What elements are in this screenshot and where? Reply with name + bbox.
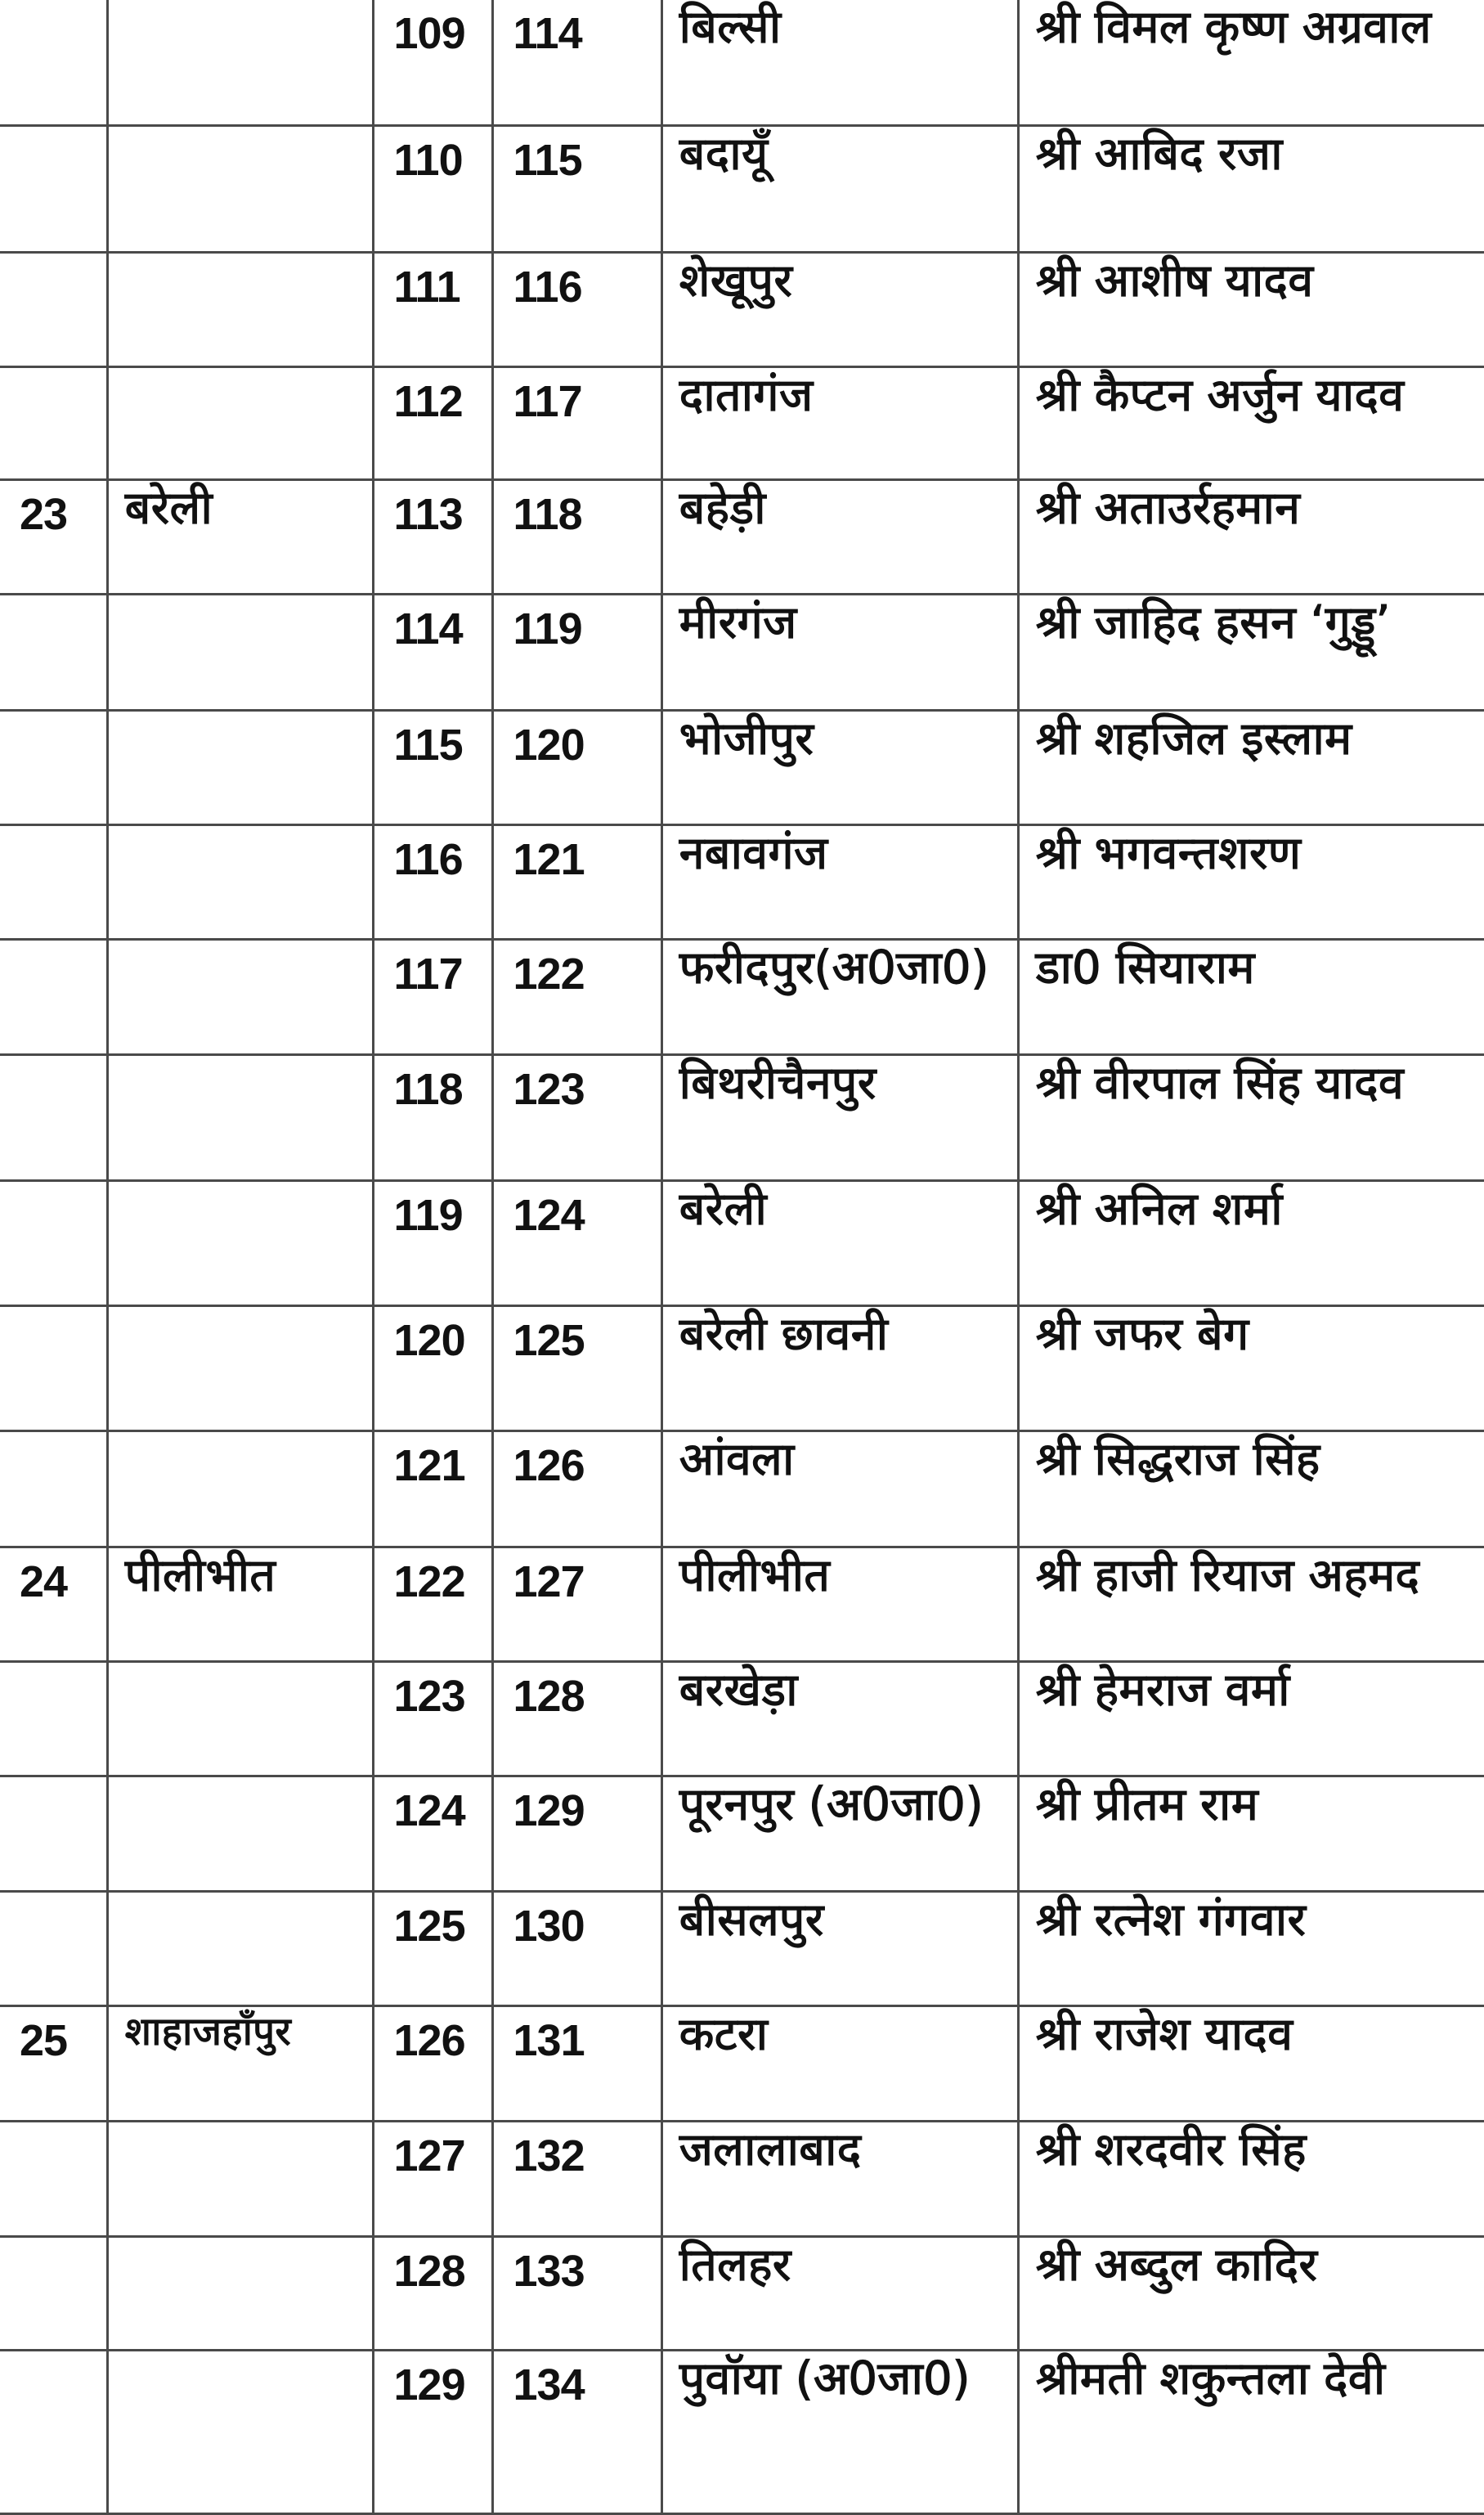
serial-number-cell: 112 xyxy=(373,366,492,479)
district-number-cell xyxy=(0,366,107,479)
serial-number-cell: 114 xyxy=(373,594,492,710)
table-row xyxy=(0,824,1484,939)
district-name-cell xyxy=(107,939,373,1054)
constituency-name-cell: आंवला xyxy=(661,1430,1018,1547)
constituency-number-cell: 124 xyxy=(492,1180,661,1305)
serial-number-cell: 109 xyxy=(373,0,492,125)
constituency-number-cell: 119 xyxy=(492,594,661,710)
district-number-cell: 23 xyxy=(0,479,107,594)
table-row xyxy=(0,1305,1484,1430)
district-name-cell xyxy=(107,2236,373,2350)
constituency-name-cell: दातागंज xyxy=(661,366,1018,479)
candidate-name-cell: श्री वीरपाल सिंह यादव xyxy=(1018,1054,1484,1180)
constituency-number-cell: 130 xyxy=(492,1891,661,2005)
constituency-name-cell: भोजीपुर xyxy=(661,710,1018,824)
district-number-cell xyxy=(0,252,107,366)
serial-number-cell: 113 xyxy=(373,479,492,594)
district-name-cell xyxy=(107,824,373,939)
constituency-name-cell: बरेली छावनी xyxy=(661,1305,1018,1430)
constituency-number-cell: 116 xyxy=(492,252,661,366)
district-number-cell xyxy=(0,1305,107,1430)
table-row xyxy=(0,1054,1484,1180)
candidate-name-cell: श्री भगवन्तशरण xyxy=(1018,824,1484,939)
constituency-number-cell: 127 xyxy=(492,1547,661,1661)
district-number-cell xyxy=(0,594,107,710)
constituency-name-cell: तिलहर xyxy=(661,2236,1018,2350)
district-number-cell xyxy=(0,1180,107,1305)
district-number-cell xyxy=(0,1661,107,1776)
table-row xyxy=(0,2236,1484,2350)
district-name-cell xyxy=(107,1891,373,2005)
serial-number-cell: 119 xyxy=(373,1180,492,1305)
table-row xyxy=(0,1180,1484,1305)
candidate-name-cell: श्री अब्दुल कादिर xyxy=(1018,2236,1484,2350)
district-name-cell xyxy=(107,125,373,252)
table-row xyxy=(0,252,1484,366)
table-row xyxy=(0,594,1484,710)
serial-number-cell: 127 xyxy=(373,2121,492,2236)
candidate-name-cell: डा0 सियाराम xyxy=(1018,939,1484,1054)
district-name-cell: बरेली xyxy=(107,479,373,594)
district-number-cell xyxy=(0,1776,107,1891)
constituency-name-cell: बिथरीचैनपुर xyxy=(661,1054,1018,1180)
constituency-number-cell: 134 xyxy=(492,2350,661,2513)
constituency-name-cell: शेखूपुर xyxy=(661,252,1018,366)
table-row xyxy=(0,1547,1484,1661)
district-name-cell xyxy=(107,594,373,710)
district-name-cell xyxy=(107,2121,373,2236)
constituency-number-cell: 123 xyxy=(492,1054,661,1180)
district-name-cell xyxy=(107,1305,373,1430)
district-name-cell: पीलीभीत xyxy=(107,1547,373,1661)
serial-number-cell: 124 xyxy=(373,1776,492,1891)
constituency-number-cell: 133 xyxy=(492,2236,661,2350)
district-number-cell xyxy=(0,2121,107,2236)
candidate-name-cell: श्री अनिल शर्मा xyxy=(1018,1180,1484,1305)
table-row xyxy=(0,1776,1484,1891)
table-row xyxy=(0,1661,1484,1776)
district-number-cell: 25 xyxy=(0,2005,107,2121)
constituency-name-cell: बरेली xyxy=(661,1180,1018,1305)
constituency-number-cell: 121 xyxy=(492,824,661,939)
district-number-cell xyxy=(0,710,107,824)
district-name-cell xyxy=(107,1430,373,1547)
constituency-number-cell: 129 xyxy=(492,1776,661,1891)
serial-number-cell: 121 xyxy=(373,1430,492,1547)
district-name-cell xyxy=(107,1180,373,1305)
candidate-name-cell: श्री कैप्टन अर्जुन यादव xyxy=(1018,366,1484,479)
constituency-name-cell: जलालाबाद xyxy=(661,2121,1018,2236)
serial-number-cell: 118 xyxy=(373,1054,492,1180)
table-row xyxy=(0,2350,1484,2513)
serial-number-cell: 120 xyxy=(373,1305,492,1430)
district-number-cell xyxy=(0,2236,107,2350)
table-row xyxy=(0,1891,1484,2005)
candidate-name-cell: श्री शरदवीर सिंह xyxy=(1018,2121,1484,2236)
table-row xyxy=(0,0,1484,125)
candidate-name-cell: श्री आशीष यादव xyxy=(1018,252,1484,366)
district-name-cell xyxy=(107,1776,373,1891)
constituency-name-cell: बहेड़ी xyxy=(661,479,1018,594)
candidate-name-cell: श्री आबिद रजा xyxy=(1018,125,1484,252)
constituency-name-cell: नबावगंज xyxy=(661,824,1018,939)
constituency-number-cell: 117 xyxy=(492,366,661,479)
constituency-name-cell: पूरनपुर (अ0जा0) xyxy=(661,1776,1018,1891)
serial-number-cell: 122 xyxy=(373,1547,492,1661)
serial-number-cell: 125 xyxy=(373,1891,492,2005)
table-row xyxy=(0,1430,1484,1547)
candidate-name-cell: श्री अताउर्रहमान xyxy=(1018,479,1484,594)
constituency-name-cell: बिल्सी xyxy=(661,0,1018,125)
district-name-cell xyxy=(107,2350,373,2513)
constituency-number-cell: 126 xyxy=(492,1430,661,1547)
table-row xyxy=(0,2005,1484,2121)
candidate-name-cell: श्री जफर बेग xyxy=(1018,1305,1484,1430)
constituency-number-cell: 122 xyxy=(492,939,661,1054)
district-name-cell xyxy=(107,0,373,125)
constituency-name-cell: मीरगंज xyxy=(661,594,1018,710)
candidate-name-cell: श्री हेमराज वर्मा xyxy=(1018,1661,1484,1776)
constituency-number-cell: 131 xyxy=(492,2005,661,2121)
candidate-name-cell: श्री जाहिद हसन ‘गुड्डू’ xyxy=(1018,594,1484,710)
candidate-name-cell: श्री विमल कृष्ण अग्रवाल xyxy=(1018,0,1484,125)
candidate-name-cell: श्री सिद्धराज सिंह xyxy=(1018,1430,1484,1547)
district-number-cell xyxy=(0,1054,107,1180)
constituency-name-cell: बीसलपुर xyxy=(661,1891,1018,2005)
district-number-cell: 24 xyxy=(0,1547,107,1661)
constituency-number-cell: 114 xyxy=(492,0,661,125)
constituency-name-cell: बदायूँ xyxy=(661,125,1018,252)
district-name-cell: शाहाजहाँपुर xyxy=(107,2005,373,2121)
serial-number-cell: 123 xyxy=(373,1661,492,1776)
district-name-cell xyxy=(107,710,373,824)
district-number-cell xyxy=(0,0,107,125)
district-number-cell xyxy=(0,2350,107,2513)
table-row xyxy=(0,710,1484,824)
constituency-name-cell: बरखेड़ा xyxy=(661,1661,1018,1776)
constituency-name-cell: पीलीभीत xyxy=(661,1547,1018,1661)
district-name-cell xyxy=(107,1661,373,1776)
serial-number-cell: 126 xyxy=(373,2005,492,2121)
serial-number-cell: 116 xyxy=(373,824,492,939)
candidate-name-cell: श्री हाजी रियाज अहमद xyxy=(1018,1547,1484,1661)
candidate-name-cell: श्रीमती शकुन्तला देवी xyxy=(1018,2350,1484,2513)
district-name-cell xyxy=(107,1054,373,1180)
district-name-cell xyxy=(107,366,373,479)
district-number-cell xyxy=(0,824,107,939)
constituency-name-cell: पुवॉया (अ0जा0) xyxy=(661,2350,1018,2513)
serial-number-cell: 128 xyxy=(373,2236,492,2350)
constituency-name-cell: कटरा xyxy=(661,2005,1018,2121)
table-row xyxy=(0,479,1484,594)
candidate-name-cell: श्री प्रीतम राम xyxy=(1018,1776,1484,1891)
serial-number-cell: 110 xyxy=(373,125,492,252)
district-number-cell xyxy=(0,125,107,252)
constituency-number-cell: 132 xyxy=(492,2121,661,2236)
table-row xyxy=(0,125,1484,252)
serial-number-cell: 111 xyxy=(373,252,492,366)
district-number-cell xyxy=(0,1891,107,2005)
table-row xyxy=(0,939,1484,1054)
constituency-number-cell: 128 xyxy=(492,1661,661,1776)
district-number-cell xyxy=(0,1430,107,1547)
constituency-number-cell: 120 xyxy=(492,710,661,824)
table-row xyxy=(0,366,1484,479)
district-name-cell xyxy=(107,252,373,366)
constituency-number-cell: 125 xyxy=(492,1305,661,1430)
serial-number-cell: 115 xyxy=(373,710,492,824)
candidate-name-cell: श्री शहजिल इस्लाम xyxy=(1018,710,1484,824)
constituency-number-cell: 115 xyxy=(492,125,661,252)
district-number-cell xyxy=(0,939,107,1054)
serial-number-cell: 117 xyxy=(373,939,492,1054)
table-row xyxy=(0,2121,1484,2236)
candidate-name-cell: श्री रत्नेश गंगवार xyxy=(1018,1891,1484,2005)
constituency-name-cell: फरीदपुर(अ0जा0) xyxy=(661,939,1018,1054)
constituency-number-cell: 118 xyxy=(492,479,661,594)
serial-number-cell: 129 xyxy=(373,2350,492,2513)
candidate-name-cell: श्री राजेश यादव xyxy=(1018,2005,1484,2121)
